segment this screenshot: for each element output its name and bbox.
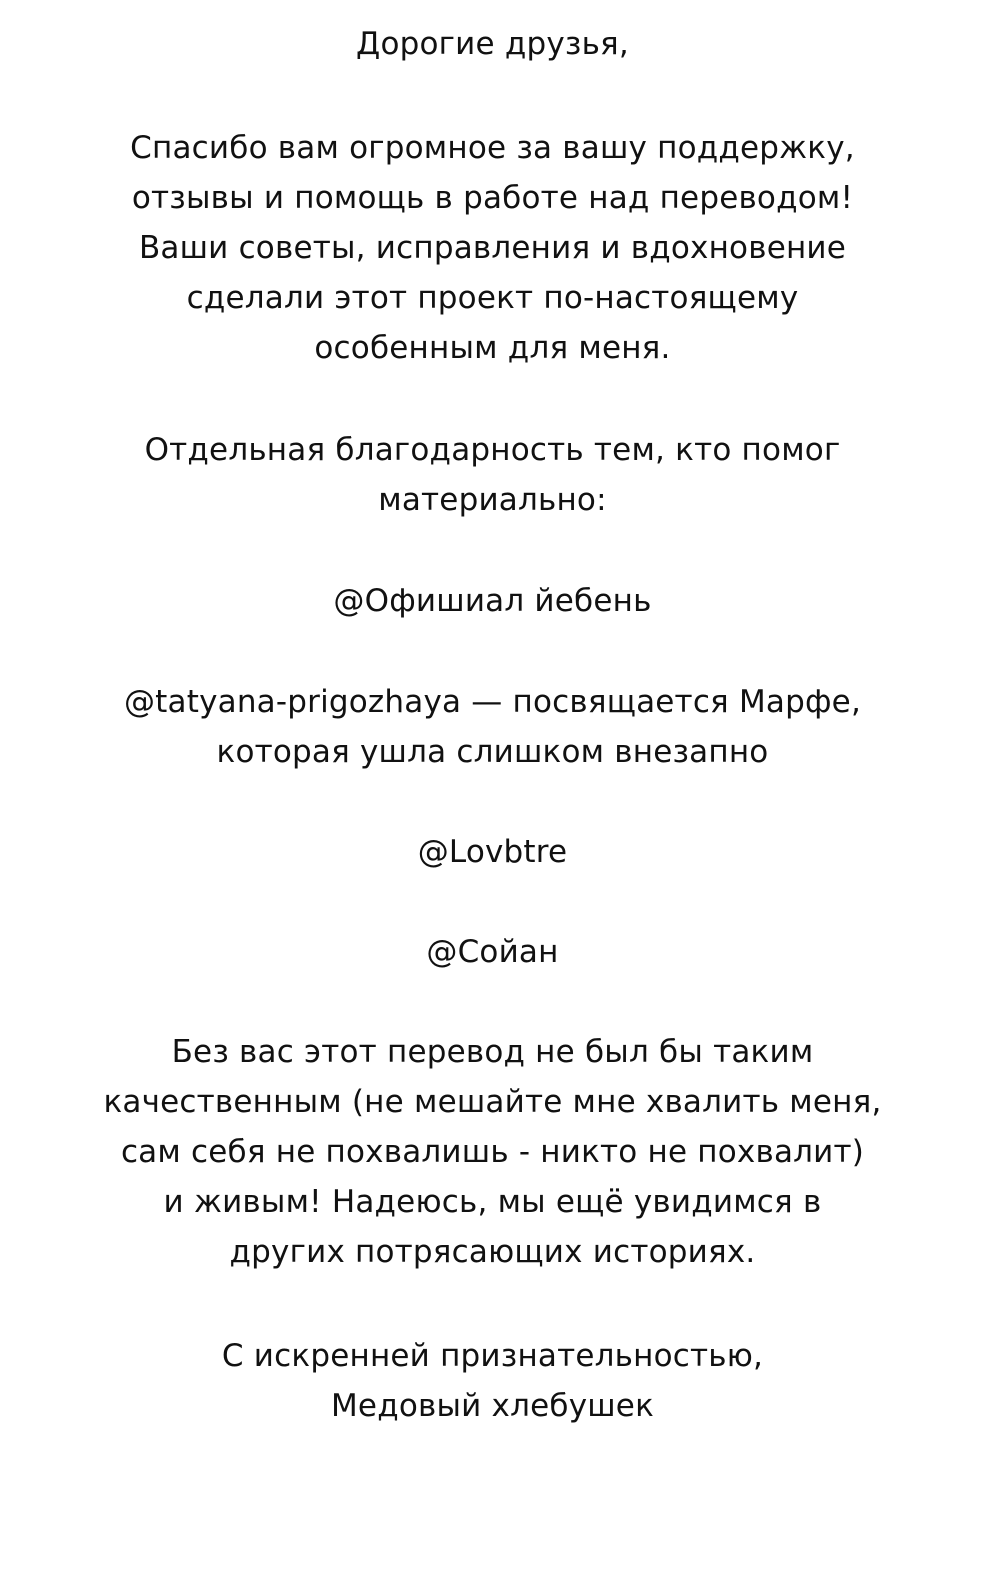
para3-line5: других потрясающих историях. — [229, 1234, 756, 1270]
para1-line5: особенным для меня. — [314, 330, 671, 366]
para1-line4: сделали этот проект по-настоящему — [186, 280, 799, 316]
para2-line2: материально: — [378, 482, 607, 518]
para3-line3: сам себя не похвалишь - никто не похвалит) — [120, 1134, 865, 1170]
para2-line1: Отдельная благодарность тем, кто помог — [144, 432, 841, 468]
donor-mention-4: @Сойан — [426, 934, 559, 970]
donor-mention-3: @Lovbtre — [417, 834, 568, 870]
para1-line3: Ваши советы, исправления и вдохновение — [138, 230, 847, 266]
donor-mention-1: @Офишиал йебень — [333, 583, 652, 619]
para3-line4: и живым! Надеюсь, мы ещё увидимся в — [163, 1184, 822, 1220]
para3-line2: качественным (не мешайте мне хвалить меня, — [103, 1084, 882, 1120]
closing-line: С искренней признательностью, — [221, 1338, 764, 1374]
donor-mention-2-line1: @tatyana-prigozhaya — посвящается Марфе, — [123, 684, 862, 720]
donor-mention-2-line2: которая ушла слишком внезапно — [216, 734, 769, 770]
signature: Медовый хлебушек — [330, 1388, 655, 1424]
para3-line1: Без вас этот перевод не был бы таким — [171, 1034, 814, 1070]
para1-line1: Спасибо вам огромное за вашу поддержку, — [130, 130, 855, 166]
para1-line2: отзывы и помощь в работе над переводом! — [131, 180, 854, 216]
greeting: Дорогие друзья, — [356, 26, 629, 62]
